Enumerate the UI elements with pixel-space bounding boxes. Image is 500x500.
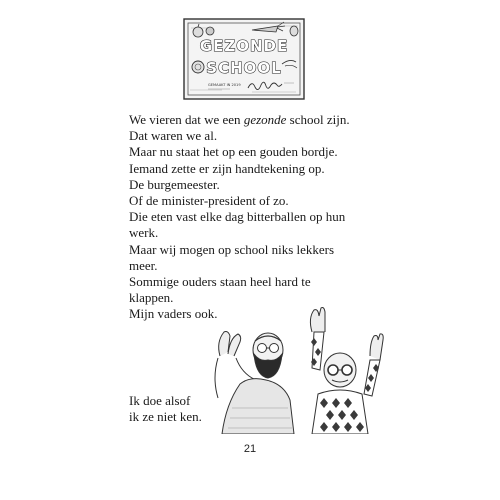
story-line: werk. xyxy=(129,225,159,241)
pear-icon xyxy=(290,26,298,36)
story-line: Dat waren we al. xyxy=(129,128,218,144)
story-line: De burgemeester. xyxy=(129,176,220,192)
story-text xyxy=(129,112,379,323)
bald-father-figure xyxy=(310,308,383,435)
fathers-clapping-illustration xyxy=(200,298,390,434)
gezonde-school-plaque-illustration xyxy=(182,16,306,102)
story-line: Iemand zette er zijn handtekening op. xyxy=(129,160,325,176)
story-line: Mijn vaders ook. xyxy=(129,306,218,322)
tomato-icon xyxy=(206,27,214,35)
story-line: Die eten vast elke dag bitterballen op hun xyxy=(129,209,346,225)
seal-icon xyxy=(192,61,204,73)
plaque-line-1: GEZONDE xyxy=(199,37,289,55)
story-line: Maar nu staat het op een gouden bordje. xyxy=(129,144,338,160)
story-line: Of de minister-president of zo. xyxy=(129,193,289,209)
plaque-fine-print: GEMAAKT IN 2019 xyxy=(208,83,241,87)
plaque-line-2: SCHOOL xyxy=(206,59,282,77)
aside-line: Ik doe alsof xyxy=(129,393,191,408)
story-line: We vieren dat we een gezonde school zijn. xyxy=(129,112,350,127)
bearded-father-figure xyxy=(215,332,294,435)
page-number: 21 xyxy=(243,443,257,455)
aside-text xyxy=(129,393,219,425)
story-line: klappen. xyxy=(129,290,174,306)
aside-line: ik ze niet ken. xyxy=(129,409,202,425)
story-line: Sommige ouders staan heel hard te xyxy=(129,274,311,290)
story-line: meer. xyxy=(129,257,158,273)
story-line: Maar wij mogen op school niks lekkers xyxy=(129,241,335,257)
